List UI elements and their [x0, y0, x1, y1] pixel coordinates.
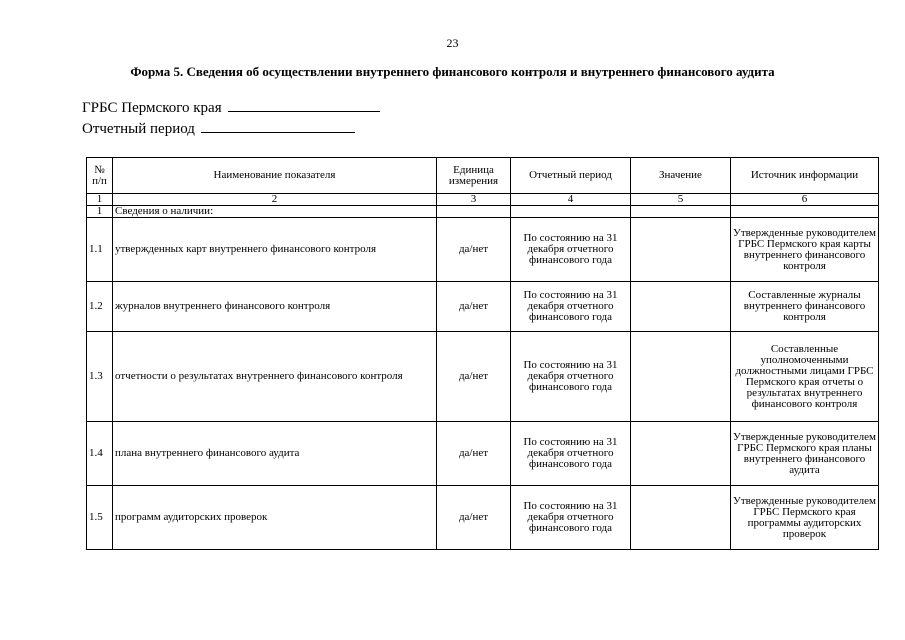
row-period: По состоянию на 31 декабря отчетного финансового года — [511, 332, 631, 422]
row-unit: да/нет — [437, 486, 511, 550]
row-name: плана внутреннего финансового аудита — [113, 422, 437, 486]
row-period: По состоянию на 31 декабря отчетного финансового года — [511, 486, 631, 550]
row-unit: да/нет — [437, 332, 511, 422]
row-source: Утвержденные руководителем ГРБС Пермского края программы аудиторских проверок — [731, 486, 879, 550]
row-value — [631, 422, 731, 486]
report-table — [86, 157, 879, 550]
header-num: № п/п — [87, 158, 113, 194]
row-num: 1.4 — [87, 422, 113, 486]
row-unit: да/нет — [437, 282, 511, 332]
section-empty-cell — [631, 206, 731, 218]
row-value — [631, 282, 731, 332]
row-source: Утвержденные руководителем ГРБС Пермского края планы внутреннего финансового аудита — [731, 422, 879, 486]
row-unit: да/нет — [437, 218, 511, 282]
column-number: 4 — [511, 194, 631, 206]
row-source: Составленные уполномоченными должностными лицами ГРБС Пермского края отчеты о результатах внутреннего финансового контроля — [731, 332, 879, 422]
section-name: Сведения о наличии: — [113, 206, 437, 218]
row-num: 1.1 — [87, 218, 113, 282]
page-number: 23 — [446, 36, 459, 50]
column-number: 2 — [113, 194, 437, 206]
row-source: Составленные журналы внутреннего финансового контроля — [731, 282, 879, 332]
row-value — [631, 486, 731, 550]
row-value — [631, 218, 731, 282]
section-empty-cell — [731, 206, 879, 218]
section-row — [87, 206, 879, 218]
row-source: Утвержденные руководителем ГРБС Пермского края карты внутреннего финансового контроля — [731, 218, 879, 282]
column-number: 3 — [437, 194, 511, 206]
grbs-line — [82, 99, 380, 117]
form-title: Форма 5. Сведения об осуществлении внутреннего финансового контроля и внутреннего финансового аудита — [130, 64, 775, 79]
section-empty-cell — [511, 206, 631, 218]
row-num: 1.5 — [87, 486, 113, 550]
table-row — [87, 282, 879, 332]
period-line — [82, 120, 355, 138]
column-number-row — [87, 194, 879, 206]
table-row — [87, 332, 879, 422]
row-value — [631, 332, 731, 422]
table-row — [87, 486, 879, 550]
row-period: По состоянию на 31 декабря отчетного финансового года — [511, 218, 631, 282]
row-unit: да/нет — [437, 422, 511, 486]
grbs-blank-line — [228, 99, 380, 112]
row-period: По состоянию на 31 декабря отчетного финансового года — [511, 282, 631, 332]
header-value: Значение — [631, 158, 731, 194]
column-number: 5 — [631, 194, 731, 206]
row-name: утвержденных карт внутреннего финансового контроля — [113, 218, 437, 282]
row-name: программ аудиторских проверок — [113, 486, 437, 550]
row-num: 1.2 — [87, 282, 113, 332]
column-number: 1 — [87, 194, 113, 206]
row-name: отчетности о результатах внутреннего финансового контроля — [113, 332, 437, 422]
row-period: По состоянию на 31 декабря отчетного финансового года — [511, 422, 631, 486]
table-row — [87, 218, 879, 282]
period-blank-line — [201, 120, 355, 133]
row-name: журналов внутреннего финансового контроля — [113, 282, 437, 332]
header-name: Наименование показателя — [113, 158, 437, 194]
header-unit: Единица измерения — [437, 158, 511, 194]
section-num: 1 — [87, 206, 113, 218]
row-num: 1.3 — [87, 332, 113, 422]
period-label: Отчетный период — [82, 121, 195, 137]
table-row — [87, 422, 879, 486]
grbs-label: ГРБС Пермского края — [82, 100, 222, 116]
table-header-row — [87, 158, 879, 194]
column-number: 6 — [731, 194, 879, 206]
header-period: Отчетный период — [511, 158, 631, 194]
section-empty-cell — [437, 206, 511, 218]
header-source: Источник информации — [731, 158, 879, 194]
